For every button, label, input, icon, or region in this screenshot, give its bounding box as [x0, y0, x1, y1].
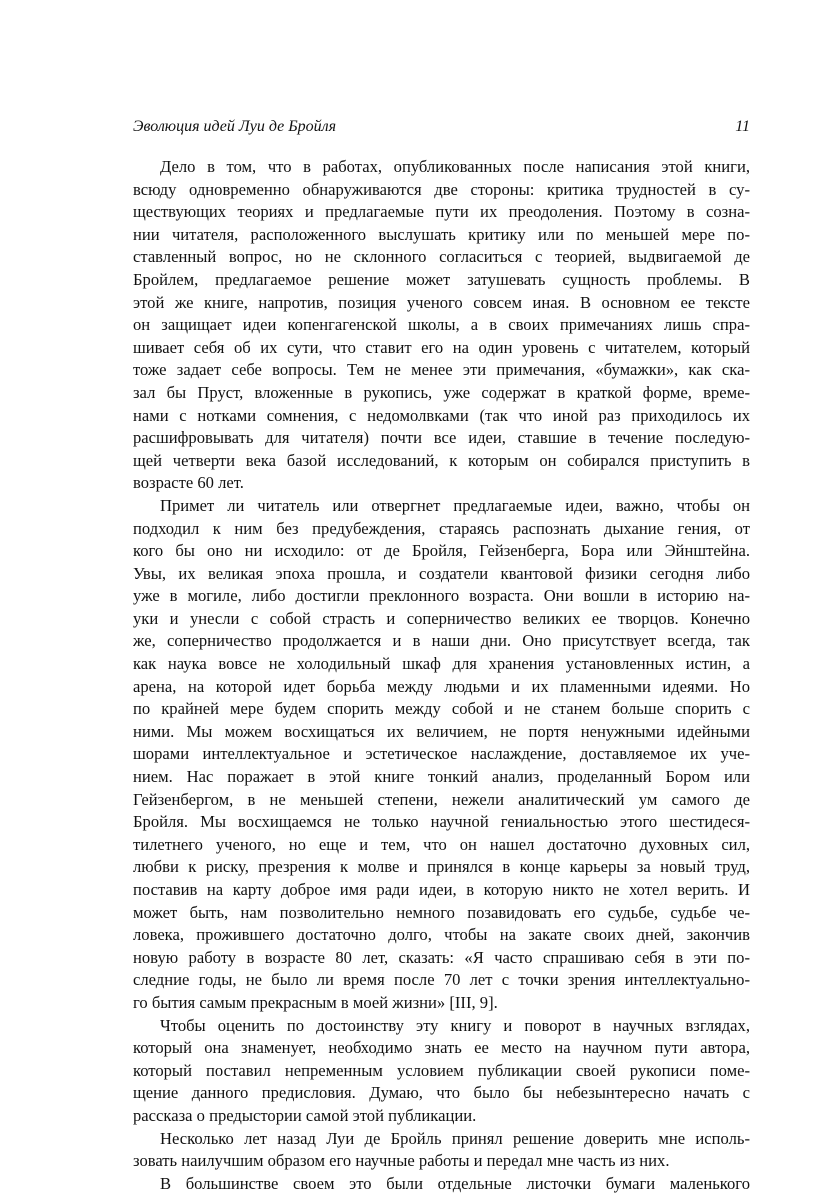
- text-line: Гейзенбергом, в не меньшей степени, нежели аналитический ум самого де: [133, 789, 750, 809]
- text-line: по крайней мере будем спорить между собой и не станем больше спорить с: [133, 699, 750, 719]
- paragraph: [133, 1128, 750, 1173]
- page-number: 11: [735, 118, 750, 135]
- text-line: следние годы, не было ли время после 70 лет с точки зрения интеллектуально-: [133, 970, 750, 990]
- text-line: арена, на которой идет борьба между людьми и их пламенными идеями. Но: [133, 676, 750, 696]
- running-head: [133, 115, 750, 139]
- running-title: Эволюция идей Луи де Бройля: [133, 118, 337, 135]
- text-line: го бытия самым прекрасным в моей жизни» [III, 9].: [133, 992, 498, 1012]
- text-line: этой же книге, напротив, позиция ученого совсем иная. В основном ее тексте: [133, 292, 750, 312]
- paragraph: [133, 1015, 750, 1128]
- text-line: зовать наилучшим образом его научные работы и передал мне часть из них.: [133, 1151, 670, 1171]
- text-line: любви к риску, презрения к молве и принялся в конце карьеры за новый труд,: [133, 857, 750, 877]
- text-line: кого бы оно ни исходило: от де Бройля, Гейзенберга, Бора или Эйнштейна.: [133, 541, 750, 561]
- text-line: В большинстве своем это были отдельные листочки бумаги маленького: [160, 1173, 750, 1193]
- text-line: Бройля. Мы восхищаемся не только научной гениальностью этого шестидеся-: [133, 812, 750, 832]
- text-line: который поставил непременным условием публикации своей рукописи поме-: [133, 1060, 750, 1080]
- text-line: щение данного предисловия. Думаю, что было бы небезынтересно начать с: [133, 1083, 750, 1103]
- text-line: расшифровывать для читателя) почти все идеи, ставшие в течение последую-: [133, 428, 750, 448]
- paragraph: [133, 495, 750, 1015]
- text-line: нами с нотками сомнения, с недомолвками (так что иной раз приходилось их: [133, 405, 750, 425]
- text-line: всюду одновременно обнаруживаются две стороны: критика трудностей в су-: [133, 179, 750, 199]
- text-line: тоже задает себе вопросы. Тем не менее эти примечания, «бумажки», как ска-: [133, 360, 750, 380]
- text-line: Несколько лет назад Луи де Бройль принял решение доверить мне исполь-: [160, 1128, 750, 1148]
- text-line: поставив на карту доброе имя ради идеи, в которую никто не хотел верить. И: [133, 880, 750, 899]
- text-line: Дело в том, что в работах, опубликованных после написания этой книги,: [160, 157, 750, 176]
- text-line: нием. Нас поражает в этой книге тонкий анализ, проделанный Бором или: [133, 767, 750, 787]
- text-line: ними. Мы можем восхищаться их величием, не портя ненужными идейными: [133, 721, 750, 741]
- text-line: шорами интеллектуальное и эстетическое наслаждение, доставляемое их уче-: [133, 744, 750, 764]
- text-body: [133, 156, 750, 1195]
- text-line: зал бы Пруст, вложенные в рукопись, уже содержат в краткой форме, време-: [133, 382, 750, 402]
- paragraph: [133, 156, 750, 495]
- text-line: тилетнего ученого, но еще и тем, что он нашел достаточно духовных сил,: [133, 834, 750, 854]
- text-line: может быть, нам позволительно немного позавидовать его судьбе, судьбе че-: [133, 902, 750, 922]
- text-line: новую работу в возрасте 80 лет, сказать: «Я часто спрашиваю себя в эти по-: [133, 947, 750, 967]
- text-line: же, соперничество продолжается и в наши дни. Оно присутствует всегда, так: [133, 631, 750, 651]
- text-line: Увы, их великая эпоха прошла, и создатели квантовой физики сегодня либо: [133, 563, 750, 583]
- text-line: подходил к ним без предубеждения, стараясь распознать дыхание гения, от: [133, 518, 750, 538]
- text-line: который она знаменует, необходимо знать ее место на научном пути автора,: [133, 1038, 750, 1058]
- text-line: Бройлем, предлагаемое решение может затушевать сущность проблемы. В: [133, 269, 750, 289]
- text-line: нии читателя, расположенного выслушать критику или по меньшей мере по-: [133, 224, 750, 244]
- text-line: как наука вовсе не холодильный шкаф для хранения установленных истин, а: [133, 654, 750, 674]
- text-line: Чтобы оценить по достоинству эту книгу и поворот в научных взглядах,: [160, 1015, 750, 1035]
- text-line: Примет ли читатель или отвергнет предлагаемые идеи, важно, чтобы он: [160, 495, 750, 515]
- text-line: ставленный вопрос, но не склонного согласиться с теорией, выдвигаемой де: [133, 247, 750, 267]
- text-line: он защищает идеи копенгагенской школы, а в своих примечаниях лишь спра-: [133, 315, 750, 335]
- text-line: возрасте 60 лет.: [133, 473, 244, 493]
- text-line: ловека, прожившего достаточно долго, чтобы на закате своих дней, закончив: [133, 925, 750, 945]
- text-line: щей четверти века базой исследований, к которым он собирался приступить в: [133, 450, 750, 470]
- text-line: уже в могиле, либо достигли преклонного возраста. Они вошли в историю на-: [133, 586, 750, 606]
- text-line: рассказа о предыстории самой этой публикации.: [133, 1105, 477, 1125]
- text-line: уки и унесли с собой страсть и соперничество великих ее творцов. Конечно: [133, 608, 750, 628]
- text-line: ществующих теориях и предлагаемые пути их преодоления. Поэтому в созна-: [133, 202, 750, 222]
- text-line: шивает себя об их сути, что ставит его на один уровень с читателем, который: [133, 337, 750, 357]
- paragraph: [133, 1173, 750, 1195]
